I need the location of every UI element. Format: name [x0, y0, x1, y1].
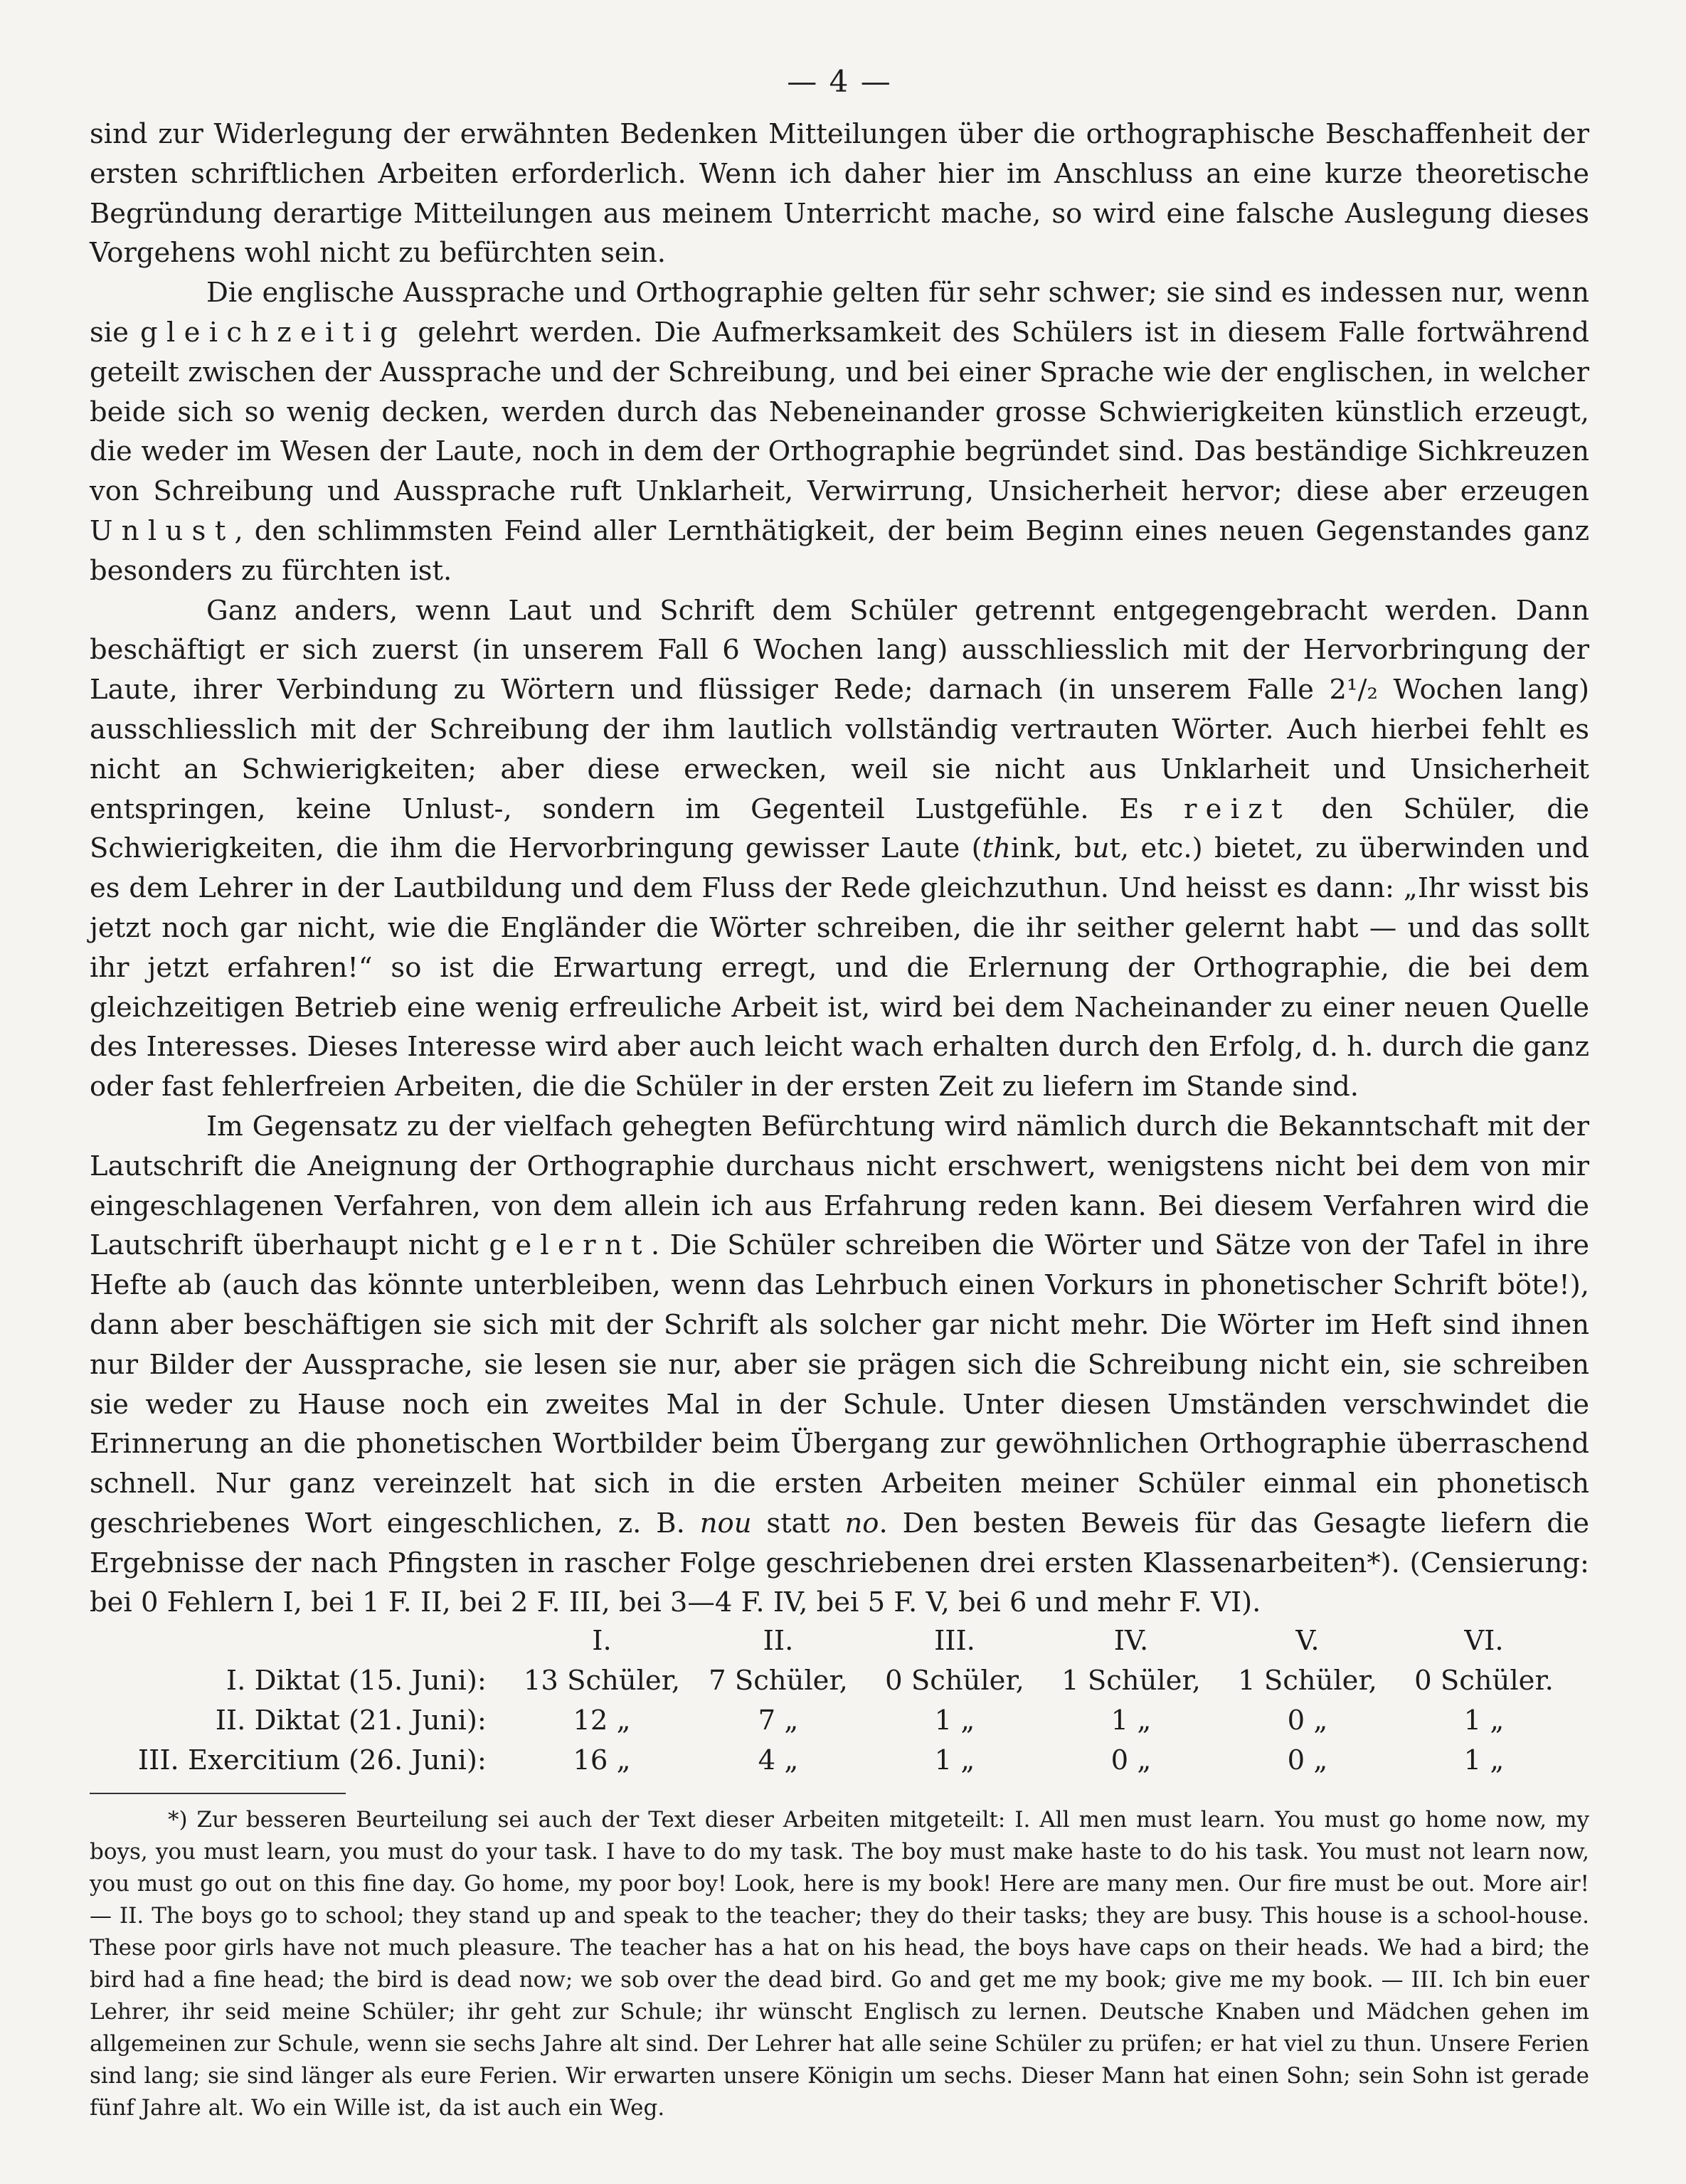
table-cell: 12 „ [573, 1704, 631, 1737]
header-grade-5: V. [1295, 1625, 1320, 1658]
table-row [90, 1741, 1572, 1781]
row-label: III. Exercitium [137, 1744, 340, 1776]
header-grade-6: VI. [1464, 1625, 1504, 1658]
table-cell: 7 Schüler, [709, 1665, 848, 1697]
table-cell: 0 „ [1287, 1744, 1328, 1776]
paragraph-2-text-a: Die englische Aussprache und Orthographie gelten für sehr schwer; sie sind es indessen nur, wenn sie [90, 277, 1589, 349]
row-label: II. Diktat [215, 1704, 340, 1737]
header-grade-2: II. [763, 1625, 794, 1658]
table-cell: 4 „ [758, 1744, 799, 1776]
table-cell: 7 „ [758, 1704, 799, 1737]
spaced-emphasis-gleichzeitig: gleichzeitig [140, 316, 407, 349]
header-grade-3: III. [934, 1625, 975, 1658]
page-number: — 4 — [787, 64, 892, 99]
table-row [90, 1701, 1572, 1741]
paragraph-2-text-b: gelehrt werden. Die Aufmerksamkeit des Schülers ist in diesem Falle fortwährend geteilt zwischen der Aussprache und der Schreibung, und bei einer Sprache wie der englischen, in welcher beide sich so wenig decken, werden durch das Nebeneinander grosse Schwierigkeiten künstlich erzeugt, die weder im Wesen der Laute, noch in dem der Orthographie begründet sind. Das beständige Sichkreuzen von Schreibung und Aussprache ruft Unklarheit, Verwirrung, Unsicherheit hervor; diese aber erzeugen [90, 316, 1590, 508]
row-date: (26. Juni): [349, 1744, 487, 1776]
results-header-row [90, 1621, 1572, 1661]
paragraph-2-text-c: , den schlimmsten Feind aller Lernthätigkeit, der beim Beginn eines neuen Gegenstandes ganz besonders zu fürchten ist. [90, 514, 1589, 587]
spaced-emphasis-gelernt: gelernt [489, 1229, 651, 1262]
row-date: (21. Juni): [349, 1704, 487, 1737]
paragraph-3-text-a: Ganz anders, wenn Laut und Schrift dem Schüler getrennt entgegengebracht werden. Dann beschäftigt er sich zuerst (in unserem Fall 6 Wochen lang) ausschliesslich mit der Hervorbringung der Laute, ihrer Verbindung zu Wörtern und flüssiger Rede; darnach (in unserem Falle 2¹/₂ Wochen lang) ausschliesslich mit der Schreibung der ihm lautlich vollständig vertrauten Wörter. Auch hierbei fehlt es nicht an Schwierigkeiten; aber diese erwecken, weil sie nicht aus Unklarheit und Unsicherheit entspringen, keine Unlust-, sondern im Gegenteil Lustgefühle. Es [90, 594, 1589, 825]
italic-u: u [1091, 832, 1110, 865]
italic-no: no [844, 1507, 879, 1539]
table-cell: 1 „ [1110, 1704, 1152, 1737]
paragraph-3 [90, 591, 1589, 1107]
header-grade-1: I. [592, 1625, 612, 1658]
paragraph-3-text-b: den Schüler, die Schwierigkeiten, die ihm die Hervorbringung gewisser Laute ( [90, 793, 1589, 865]
paragraph-4-text-d: . Den besten Beweis für das Gesagte liefern die Ergebnisse der nach Pfingsten in rascher Folge geschriebenen drei ersten Klassenarbeiten*). (Censierung: bei 0 Fehlern I, bei 1 F. II, bei 2 F. III, bei 3—4 F. IV, bei 5 F. V, bei 6 und mehr F. VI). [90, 1507, 1589, 1619]
italic-th: th [982, 832, 1011, 865]
italic-nou: nou [699, 1507, 752, 1539]
table-cell: 13 Schüler, [523, 1665, 681, 1697]
table-cell: 1 Schüler, [1061, 1665, 1201, 1697]
table-cell: 0 Schüler. [1414, 1665, 1554, 1697]
table-row [90, 1661, 1572, 1701]
document-page [90, 64, 1589, 2124]
results-table [90, 1621, 1572, 1780]
table-cell: 1 „ [934, 1744, 975, 1776]
paragraph-1-text: sind zur Widerlegung der erwähnten Bedenken Mitteilungen über die orthographische Beschaffenheit der ersten schriftlichen Arbeiten erforderlich. Wenn ich daher hier im Anschluss an eine kurze theoretische Begründung derartige Mitteilungen aus meinem Unterricht mache, so wird eine falsche Auslegung dieses Vorgehens wohl nicht zu befürchten sein. [90, 118, 1589, 270]
row-date: (15. Juni): [349, 1665, 487, 1697]
paragraph-4-text-a: Im Gegensatz zu der vielfach gehegten Befürchtung wird nämlich durch die Bekanntschaft mit der Lautschrift die Aneignung der Orthographie durchaus nicht erschwert, wenigstens nicht bei dem von mir eingeschlagenen Verfahren, von dem allein ich aus Erfahrung reden kann. Bei diesem Verfahren wird die Lautschrift überhaupt nicht [90, 1110, 1589, 1262]
spaced-emphasis-reizt: reizt [1183, 793, 1291, 825]
table-cell: 0 Schüler, [885, 1665, 1024, 1697]
row-label: I. Diktat [226, 1665, 340, 1697]
paragraph-4-text-b: . Die Schüler schreiben die Wörter und Sätze von der Tafel in ihre Hefte ab (auch das könnte unterbleiben, wenn das Lehrbuch einen Vorkurs in phonetischer Schrift böte!), dann aber beschäftigen sie sich mit der Schrift als solcher gar nicht mehr. Die Wörter im Heft sind ihnen nur Bilder der Aussprache, sie lesen sie nur, aber sie prägen sich die Schreibung nicht ein, sie schreiben sie weder zu Hause noch ein zweites Mal in der Schule. Unter diesen Umständen verschwindet die Erinnerung an die phonetischen Wortbilder beim Übergang zur gewöhnlichen Orthographie überraschend schnell. Nur ganz vereinzelt hat sich in die ersten Arbeiten meiner Schüler einmal ein phonetisch geschriebenes Wort eingeschlichen, z. B. [90, 1229, 1589, 1539]
paragraph-1 [90, 115, 1589, 273]
table-cell: 16 „ [573, 1744, 631, 1776]
header-grade-4: IV. [1113, 1625, 1149, 1658]
spaced-emphasis-unlust: Unlust [90, 514, 235, 547]
paragraph-3-text-ink: ink, b [1010, 832, 1092, 865]
paragraph-4-text-c: statt [751, 1507, 845, 1539]
paragraph-2 [90, 273, 1589, 590]
table-cell: 1 Schüler, [1238, 1665, 1377, 1697]
table-cell: 1 „ [1463, 1744, 1505, 1776]
footnote: *) Zur besseren Beurteilung sei auch der Text dieser Arbeiten mitgeteilt: I. All men must learn. You must go home now, my boys, you must learn, you must do your task. I have to do my task. The boy must make haste to do his task. You must not learn now, you must go out on this fine day. Go home, my poor boy! Look, here is my book! Here are many men. Our fire must be out. More air! — II. The boys go to school; they stand up and speak to the teacher; they do their tasks; they are busy. This house is a school-house. These poor girls have not much pleasure. The teacher has a hat on his head, the boys have caps on their heads. We had a bird; the bird had a fine head; the bird is dead now; we sob over the dead bird. Go and get me my book; give me my book. — III. Ich bin euer Lehrer, ihr seid meine Schüler; ihr geht zur Schule; ihr wünscht Englisch zu lernen. Deutsche Knaben und Mädchen gehen im allgemeinen zur Schule, wenn sie sechs Jahre alt sind. Der Lehrer hat alle seine Schüler zu prüfen; er hat viel zu thun. Unsere Ferien sind lang; sie sind länger als eure Ferien. Wir erwarten unsere Königin um sechs. Dieser Mann hat einen Sohn; sein Sohn ist gerade fünf Jahre alt. Wo ein Wille ist, da ist auch ein Weg. [90, 1807, 1589, 2121]
table-cell: 0 „ [1110, 1744, 1152, 1776]
paragraph-3-text-c: t, etc.) bietet, zu überwinden und es dem Lehrer in der Lautbildung und dem Fluss der Rede gleichzuthun. Und heisst es dann: „Ihr wisst bis jetzt noch gar nicht, wie die Engländer die Wörter schreiben, die ihr seither gelernt habt — und das sollt ihr jetzt erfahren!“ so ist die Erwartung erregt, und die Erlernung der Orthographie, die bei dem gleichzeitigen Betrieb eine wenig erfreuliche Arbeit ist, wird bei dem Nacheinander zu einer neuen Quelle des Interesses. Dieses Interesse wird aber auch leicht wach erhalten durch den Erfolg, d. h. durch die ganz oder fast fehlerfreien Arbeiten, die die Schüler in der ersten Zeit zu liefern im Stande sind. [90, 832, 1590, 1103]
paragraph-4 [90, 1107, 1589, 1623]
table-cell: 0 „ [1287, 1704, 1328, 1737]
table-cell: 1 „ [934, 1704, 975, 1737]
table-cell: 1 „ [1463, 1704, 1505, 1737]
footnote-divider [90, 1793, 346, 1794]
